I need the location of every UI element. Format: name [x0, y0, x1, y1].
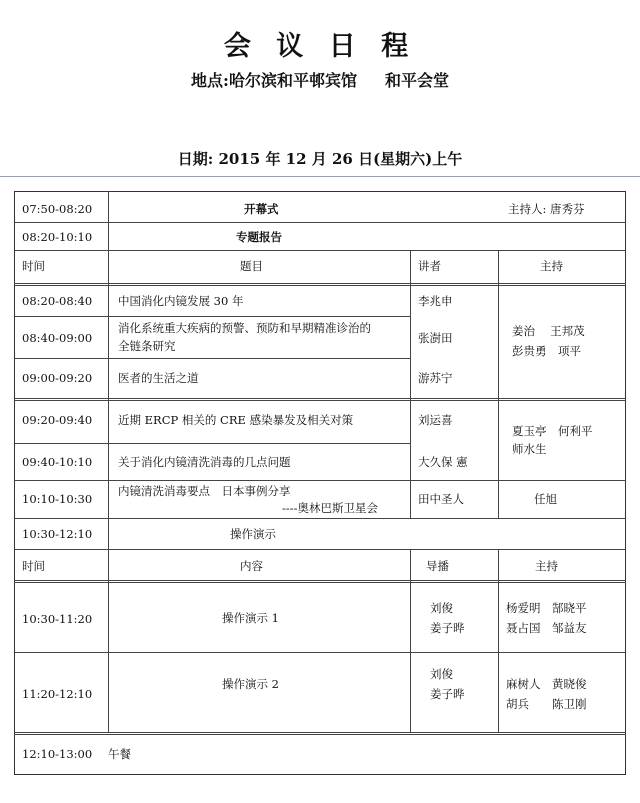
- lecture-time: 09:20-09:40: [22, 413, 93, 427]
- lecture-speaker: 大久保 憲: [418, 455, 468, 469]
- page-title: 会 议 日 程: [223, 31, 417, 62]
- lecture-topic: 关于消化内镜清洗消毒的几点问题: [118, 455, 291, 469]
- demo-chair: 杨爱明 郜晓平: [506, 601, 587, 615]
- grid-line: [14, 316, 410, 317]
- lecture-time: 08:20-08:40: [22, 294, 93, 308]
- grid-line: [498, 250, 499, 519]
- chair-group: 任旭: [534, 492, 557, 506]
- lecture-speaker: 田中圣人: [418, 492, 464, 506]
- grid-line: [14, 480, 626, 481]
- header-guide: 导播: [426, 559, 449, 573]
- header-speaker: 讲者: [418, 259, 441, 273]
- chair-group: 师水生: [512, 442, 547, 456]
- grid-line: [108, 549, 109, 733]
- lecture-topic: 内镜清洗消毒要点 日本事例分享: [118, 484, 291, 498]
- grid-line: [14, 652, 626, 653]
- divider: [0, 176, 640, 177]
- grid-line: [410, 250, 411, 519]
- demo-guide: 刘俊: [430, 601, 453, 615]
- header-time: 时间: [22, 559, 45, 573]
- demo-guide: 刘俊: [430, 667, 453, 681]
- lecture-speaker: 李兆申: [418, 294, 453, 308]
- hall: 和平会堂: [384, 71, 449, 90]
- lecture-time: 10:10-10:30: [22, 492, 93, 506]
- demo-label: 操作演示: [230, 527, 276, 541]
- lecture-topic-line2: ----奥林巴斯卫星会: [282, 501, 379, 515]
- header-chair: 主持: [540, 259, 563, 273]
- grid-line: [14, 443, 410, 444]
- lecture-speaker: 张澍田: [418, 331, 453, 345]
- header-time: 时间: [22, 259, 45, 273]
- venue: 地点:哈尔滨和平邨宾馆: [191, 71, 357, 90]
- grid-line: [14, 358, 410, 359]
- demo-chair: 麻树人 黄晓俊: [506, 677, 587, 691]
- lecture-topic-line2: 全链条研究: [118, 339, 176, 353]
- header-content: 内容: [240, 559, 263, 573]
- grid-line: [498, 549, 499, 733]
- grid-line: [14, 549, 626, 550]
- opening-time: 07:50-08:20: [22, 202, 93, 216]
- grid-line: [14, 250, 626, 251]
- lecture-time: 09:40-10:10: [22, 455, 93, 469]
- demo-guide: 姜子晔: [430, 687, 465, 701]
- venue-line: [0, 68, 640, 91]
- grid-line: [108, 191, 109, 550]
- demo-row-time: 11:20-12:10: [22, 687, 93, 701]
- lecture-speaker: 刘运喜: [418, 413, 453, 427]
- opening-host: 主持人: 唐秀芬: [508, 202, 585, 216]
- opening-label: 开幕式: [244, 202, 279, 216]
- lecture-time: 08:40-09:00: [22, 331, 93, 345]
- lecture-topic: 医者的生活之道: [118, 371, 199, 385]
- date-line: 日期: 2015 年 12 月 26 日(星期六)上午: [177, 150, 463, 168]
- grid-line: [14, 580, 626, 583]
- demo-chair: 聂占国 邹益友: [506, 621, 587, 635]
- chair-group: 彭贵勇 项平: [512, 344, 581, 358]
- lecture-topic: 近期 ERCP 相关的 CRE 感染暴发及相关对策: [118, 413, 354, 427]
- demo-row-time: 10:30-11:20: [22, 612, 93, 626]
- grid-line: [14, 398, 626, 401]
- demo-guide: 姜子晔: [430, 621, 465, 635]
- header-chair: 主持: [535, 559, 558, 573]
- demo-chair: 胡兵 陈卫刚: [506, 697, 587, 711]
- lecture-time: 09:00-09:20: [22, 371, 93, 385]
- demo-time: 10:30-12:10: [22, 527, 93, 541]
- header-topic: 题目: [240, 259, 263, 273]
- grid-line: [14, 283, 626, 286]
- lecture-topic: 中国消化内镜发展 30 年: [118, 294, 244, 308]
- lunch-label: 午餐: [108, 747, 131, 761]
- grid-line: [14, 518, 626, 519]
- lecture-topic: 消化系统重大疾病的预警、预防和早期精准诊治的: [118, 321, 371, 335]
- chair-group: 姜治 王邦茂: [512, 324, 585, 338]
- grid-line: [14, 732, 626, 735]
- lecture-speaker: 游苏宁: [418, 371, 453, 385]
- demo-row-content: 操作演示 2: [222, 677, 279, 691]
- grid-line: [14, 222, 626, 223]
- report-label: 专题报告: [236, 230, 282, 244]
- grid-line: [410, 549, 411, 733]
- lunch-time: 12:10-13:00: [22, 747, 93, 761]
- demo-row-content: 操作演示 1: [222, 611, 279, 625]
- chair-group: 夏玉亭 何利平: [512, 424, 593, 438]
- report-time: 08:20-10:10: [22, 230, 93, 244]
